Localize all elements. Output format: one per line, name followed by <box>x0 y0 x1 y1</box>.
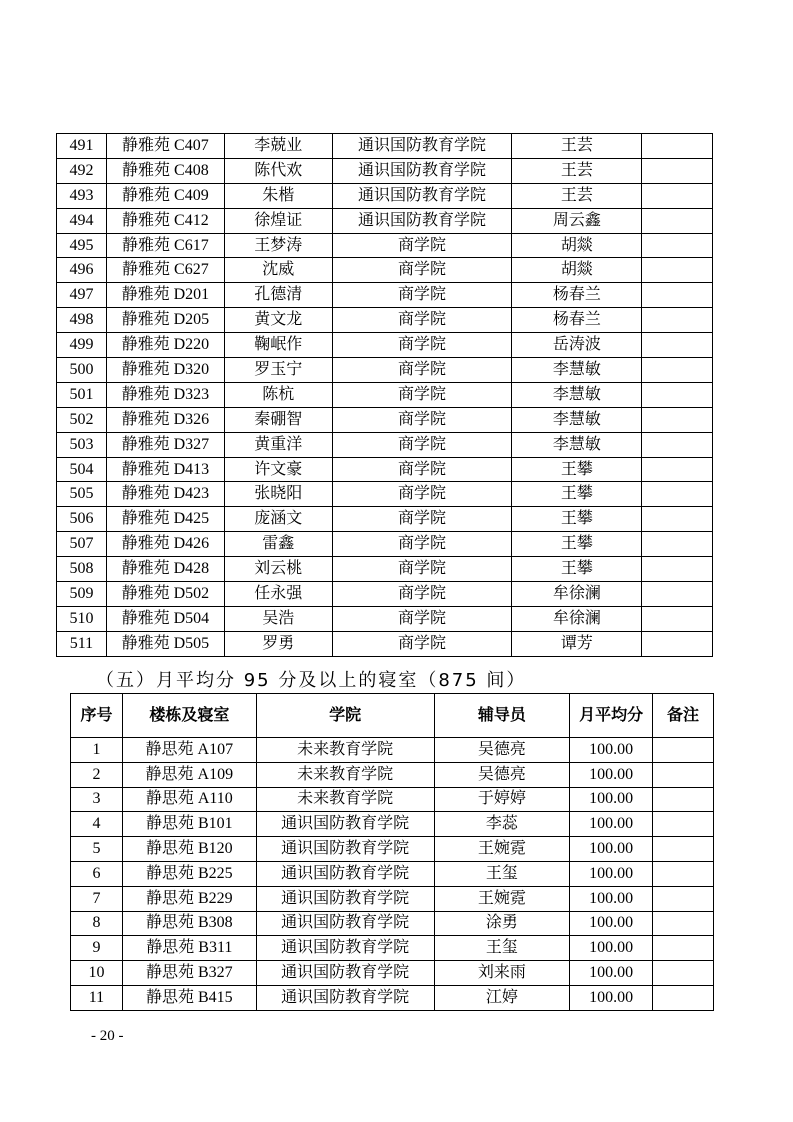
cell-name-or-college: 罗勇 <box>224 631 332 656</box>
cell-building-room: 静思苑 B229 <box>122 886 256 911</box>
cell-index: 497 <box>57 283 107 308</box>
cell-counselor-or-score: 100.00 <box>570 985 653 1010</box>
cell-counselor-or-score: 100.00 <box>570 837 653 862</box>
table-row <box>71 738 714 763</box>
table-row <box>57 407 713 432</box>
cell-building-room: 静雅苑 D502 <box>106 582 224 607</box>
cell-college-or-counselor: 通识国防教育学院 <box>332 134 512 159</box>
cell-counselor-or-score: 王攀 <box>512 557 642 582</box>
table-row <box>71 787 714 812</box>
cell-counselor-or-score: 牟徐澜 <box>512 606 642 631</box>
cell-college-or-counselor: 吴德亮 <box>434 762 570 787</box>
cell-building-room: 静雅苑 C408 <box>106 158 224 183</box>
cell-name-or-college: 罗玉宁 <box>224 358 332 383</box>
cell-index: 11 <box>71 985 123 1010</box>
cell-name-or-college: 未来教育学院 <box>256 787 434 812</box>
cell-index: 499 <box>57 333 107 358</box>
cell-name-or-college: 通识国防教育学院 <box>256 812 434 837</box>
cell-building-room: 静雅苑 D423 <box>106 482 224 507</box>
cell-index: 6 <box>71 861 123 886</box>
cell-college-or-counselor: 商学院 <box>332 606 512 631</box>
header-counselor: 辅导员 <box>434 694 570 738</box>
cell-remarks <box>642 183 713 208</box>
cell-name-or-college: 通识国防教育学院 <box>256 911 434 936</box>
cell-index: 496 <box>57 258 107 283</box>
cell-name-or-college: 吴浩 <box>224 606 332 631</box>
cell-building-room: 静雅苑 D504 <box>106 606 224 631</box>
cell-college-or-counselor: 王婉霓 <box>434 886 570 911</box>
cell-remarks <box>642 606 713 631</box>
cell-remarks <box>642 333 713 358</box>
cell-index: 502 <box>57 407 107 432</box>
dorm-list-table-continued <box>56 133 713 657</box>
cell-name-or-college: 未来教育学院 <box>256 762 434 787</box>
cell-remarks <box>653 837 714 862</box>
cell-college-or-counselor: 商学院 <box>332 582 512 607</box>
cell-college-or-counselor: 商学院 <box>332 407 512 432</box>
cell-remarks <box>653 787 714 812</box>
cell-building-room: 静雅苑 C412 <box>106 208 224 233</box>
cell-building-room: 静雅苑 C407 <box>106 134 224 159</box>
cell-name-or-college: 秦硼智 <box>224 407 332 432</box>
cell-counselor-or-score: 王芸 <box>512 134 642 159</box>
table-row <box>57 606 713 631</box>
cell-counselor-or-score: 李慧敏 <box>512 382 642 407</box>
table-row <box>57 631 713 656</box>
table-row <box>57 507 713 532</box>
cell-remarks <box>653 936 714 961</box>
cell-college-or-counselor: 商学院 <box>332 432 512 457</box>
table-row <box>57 557 713 582</box>
table-row <box>57 457 713 482</box>
table-row <box>57 158 713 183</box>
table-row <box>57 208 713 233</box>
page-number: - 20 - <box>91 1028 124 1044</box>
table-row <box>57 283 713 308</box>
cell-remarks <box>642 407 713 432</box>
table-row <box>57 183 713 208</box>
table-row <box>57 482 713 507</box>
cell-building-room: 静雅苑 D425 <box>106 507 224 532</box>
cell-remarks <box>653 911 714 936</box>
table-row <box>71 861 714 886</box>
table-row <box>57 333 713 358</box>
cell-remarks <box>653 985 714 1010</box>
cell-remarks <box>653 886 714 911</box>
cell-building-room: 静思苑 B311 <box>122 936 256 961</box>
cell-counselor-or-score: 王攀 <box>512 507 642 532</box>
table-row <box>71 911 714 936</box>
cell-index: 500 <box>57 358 107 383</box>
cell-counselor-or-score: 100.00 <box>570 861 653 886</box>
cell-remarks <box>642 557 713 582</box>
cell-building-room: 静思苑 A110 <box>122 787 256 812</box>
cell-remarks <box>653 812 714 837</box>
cell-counselor-or-score: 岳涛波 <box>512 333 642 358</box>
cell-counselor-or-score: 牟徐澜 <box>512 582 642 607</box>
cell-college-or-counselor: 于婷婷 <box>434 787 570 812</box>
cell-index: 8 <box>71 911 123 936</box>
cell-name-or-college: 黄重洋 <box>224 432 332 457</box>
cell-building-room: 静雅苑 D201 <box>106 283 224 308</box>
cell-counselor-or-score: 李慧敏 <box>512 358 642 383</box>
cell-building-room: 静雅苑 D428 <box>106 557 224 582</box>
cell-counselor-or-score: 胡燚 <box>512 233 642 258</box>
cell-counselor-or-score: 王攀 <box>512 457 642 482</box>
cell-index: 510 <box>57 606 107 631</box>
cell-remarks <box>642 283 713 308</box>
table-row <box>57 532 713 557</box>
cell-remarks <box>642 134 713 159</box>
cell-building-room: 静雅苑 D220 <box>106 333 224 358</box>
cell-index: 2 <box>71 762 123 787</box>
cell-name-or-college: 黄文龙 <box>224 308 332 333</box>
cell-name-or-college: 王梦涛 <box>224 233 332 258</box>
cell-remarks <box>642 258 713 283</box>
cell-name-or-college: 未来教育学院 <box>256 738 434 763</box>
table-row <box>57 258 713 283</box>
cell-building-room: 静雅苑 D505 <box>106 631 224 656</box>
cell-counselor-or-score: 李慧敏 <box>512 407 642 432</box>
cell-name-or-college: 沈威 <box>224 258 332 283</box>
header-college: 学院 <box>256 694 434 738</box>
cell-counselor-or-score: 杨春兰 <box>512 308 642 333</box>
cell-counselor-or-score: 王芸 <box>512 183 642 208</box>
cell-remarks <box>642 482 713 507</box>
cell-index: 7 <box>71 886 123 911</box>
cell-building-room: 静雅苑 D320 <box>106 358 224 383</box>
cell-name-or-college: 孔德清 <box>224 283 332 308</box>
table-row <box>71 812 714 837</box>
cell-remarks <box>642 233 713 258</box>
cell-building-room: 静雅苑 D205 <box>106 308 224 333</box>
cell-index: 503 <box>57 432 107 457</box>
cell-building-room: 静雅苑 C627 <box>106 258 224 283</box>
cell-name-or-college: 通识国防教育学院 <box>256 985 434 1010</box>
cell-name-or-college: 李兢业 <box>224 134 332 159</box>
table-row <box>71 762 714 787</box>
table-row <box>57 134 713 159</box>
high-score-dorm-table <box>70 693 714 1011</box>
cell-building-room: 静思苑 B308 <box>122 911 256 936</box>
cell-counselor-or-score: 李慧敏 <box>512 432 642 457</box>
cell-counselor-or-score: 王攀 <box>512 482 642 507</box>
cell-counselor-or-score: 100.00 <box>570 762 653 787</box>
cell-counselor-or-score: 100.00 <box>570 812 653 837</box>
cell-college-or-counselor: 王玺 <box>434 936 570 961</box>
cell-building-room: 静思苑 B225 <box>122 861 256 886</box>
header-remarks: 备注 <box>653 694 714 738</box>
cell-index: 501 <box>57 382 107 407</box>
cell-building-room: 静思苑 B415 <box>122 985 256 1010</box>
table-row <box>71 886 714 911</box>
cell-index: 505 <box>57 482 107 507</box>
cell-college-or-counselor: 商学院 <box>332 457 512 482</box>
cell-counselor-or-score: 杨春兰 <box>512 283 642 308</box>
cell-name-or-college: 任永强 <box>224 582 332 607</box>
cell-remarks <box>642 158 713 183</box>
cell-remarks <box>642 532 713 557</box>
cell-remarks <box>642 208 713 233</box>
table-row <box>57 308 713 333</box>
cell-college-or-counselor: 王玺 <box>434 861 570 886</box>
cell-name-or-college: 通识国防教育学院 <box>256 961 434 986</box>
cell-name-or-college: 通识国防教育学院 <box>256 837 434 862</box>
cell-counselor-or-score: 王攀 <box>512 532 642 557</box>
cell-remarks <box>642 631 713 656</box>
cell-index: 507 <box>57 532 107 557</box>
cell-index: 504 <box>57 457 107 482</box>
cell-name-or-college: 陈代欢 <box>224 158 332 183</box>
cell-building-room: 静雅苑 D323 <box>106 382 224 407</box>
cell-counselor-or-score: 谭芳 <box>512 631 642 656</box>
cell-index: 1 <box>71 738 123 763</box>
cell-name-or-college: 张晓阳 <box>224 482 332 507</box>
cell-college-or-counselor: 通识国防教育学院 <box>332 208 512 233</box>
cell-college-or-counselor: 涂勇 <box>434 911 570 936</box>
cell-name-or-college: 通识国防教育学院 <box>256 936 434 961</box>
table-row <box>71 961 714 986</box>
cell-remarks <box>653 738 714 763</box>
table-row <box>57 582 713 607</box>
cell-index: 493 <box>57 183 107 208</box>
cell-name-or-college: 许文豪 <box>224 457 332 482</box>
header-monthly-average: 月平均分 <box>570 694 653 738</box>
cell-index: 4 <box>71 812 123 837</box>
cell-index: 5 <box>71 837 123 862</box>
table-header-row <box>71 694 714 738</box>
cell-college-or-counselor: 吴德亮 <box>434 738 570 763</box>
cell-index: 491 <box>57 134 107 159</box>
cell-remarks <box>642 358 713 383</box>
cell-college-or-counselor: 商学院 <box>332 358 512 383</box>
high-score-dorm-body <box>71 738 714 1011</box>
cell-college-or-counselor: 商学院 <box>332 482 512 507</box>
table-row <box>71 985 714 1010</box>
cell-college-or-counselor: 商学院 <box>332 507 512 532</box>
cell-building-room: 静思苑 B327 <box>122 961 256 986</box>
cell-college-or-counselor: 商学院 <box>332 258 512 283</box>
cell-building-room: 静雅苑 C409 <box>106 183 224 208</box>
cell-index: 9 <box>71 936 123 961</box>
cell-index: 511 <box>57 631 107 656</box>
cell-building-room: 静雅苑 D426 <box>106 532 224 557</box>
cell-building-room: 静思苑 A107 <box>122 738 256 763</box>
cell-college-or-counselor: 王婉霓 <box>434 837 570 862</box>
cell-college-or-counselor: 江婷 <box>434 985 570 1010</box>
cell-index: 506 <box>57 507 107 532</box>
cell-index: 509 <box>57 582 107 607</box>
cell-building-room: 静思苑 A109 <box>122 762 256 787</box>
cell-name-or-college: 刘云桃 <box>224 557 332 582</box>
cell-name-or-college: 通识国防教育学院 <box>256 886 434 911</box>
cell-college-or-counselor: 商学院 <box>332 233 512 258</box>
table-row <box>57 432 713 457</box>
cell-remarks <box>653 762 714 787</box>
header-building-room: 楼栋及寝室 <box>122 694 256 738</box>
cell-counselor-or-score: 周云鑫 <box>512 208 642 233</box>
cell-college-or-counselor: 通识国防教育学院 <box>332 158 512 183</box>
cell-index: 10 <box>71 961 123 986</box>
cell-index: 494 <box>57 208 107 233</box>
cell-counselor-or-score: 胡燚 <box>512 258 642 283</box>
cell-remarks <box>642 308 713 333</box>
table-row <box>71 837 714 862</box>
cell-college-or-counselor: 商学院 <box>332 283 512 308</box>
cell-remarks <box>642 457 713 482</box>
cell-name-or-college: 庞涵文 <box>224 507 332 532</box>
header-index: 序号 <box>71 694 123 738</box>
cell-name-or-college: 通识国防教育学院 <box>256 861 434 886</box>
cell-remarks <box>642 507 713 532</box>
cell-counselor-or-score: 100.00 <box>570 911 653 936</box>
cell-building-room: 静雅苑 D413 <box>106 457 224 482</box>
cell-name-or-college: 雷鑫 <box>224 532 332 557</box>
cell-college-or-counselor: 商学院 <box>332 382 512 407</box>
table-row <box>57 358 713 383</box>
cell-building-room: 静雅苑 D327 <box>106 432 224 457</box>
cell-remarks <box>653 961 714 986</box>
cell-name-or-college: 鞠岷作 <box>224 333 332 358</box>
cell-college-or-counselor: 通识国防教育学院 <box>332 183 512 208</box>
cell-index: 495 <box>57 233 107 258</box>
table-row <box>71 936 714 961</box>
cell-college-or-counselor: 李蕊 <box>434 812 570 837</box>
cell-counselor-or-score: 王芸 <box>512 158 642 183</box>
cell-college-or-counselor: 商学院 <box>332 631 512 656</box>
cell-remarks <box>642 582 713 607</box>
cell-counselor-or-score: 100.00 <box>570 936 653 961</box>
cell-college-or-counselor: 商学院 <box>332 557 512 582</box>
cell-remarks <box>653 861 714 886</box>
cell-counselor-or-score: 100.00 <box>570 738 653 763</box>
section-heading: （五）月平均分 95 分及以上的寝室（875 间） <box>96 670 527 691</box>
cell-index: 508 <box>57 557 107 582</box>
cell-index: 498 <box>57 308 107 333</box>
table-row <box>57 233 713 258</box>
cell-counselor-or-score: 100.00 <box>570 787 653 812</box>
cell-counselor-or-score: 100.00 <box>570 886 653 911</box>
cell-building-room: 静思苑 B101 <box>122 812 256 837</box>
cell-index: 3 <box>71 787 123 812</box>
cell-college-or-counselor: 刘来雨 <box>434 961 570 986</box>
cell-college-or-counselor: 商学院 <box>332 532 512 557</box>
cell-college-or-counselor: 商学院 <box>332 308 512 333</box>
cell-college-or-counselor: 商学院 <box>332 333 512 358</box>
cell-building-room: 静雅苑 C617 <box>106 233 224 258</box>
dorm-list-body <box>57 134 713 657</box>
cell-remarks <box>642 432 713 457</box>
cell-name-or-college: 陈杭 <box>224 382 332 407</box>
cell-name-or-college: 徐煌证 <box>224 208 332 233</box>
cell-counselor-or-score: 100.00 <box>570 961 653 986</box>
cell-remarks <box>642 382 713 407</box>
cell-building-room: 静思苑 B120 <box>122 837 256 862</box>
table-row <box>57 382 713 407</box>
cell-name-or-college: 朱楷 <box>224 183 332 208</box>
cell-building-room: 静雅苑 D326 <box>106 407 224 432</box>
cell-index: 492 <box>57 158 107 183</box>
